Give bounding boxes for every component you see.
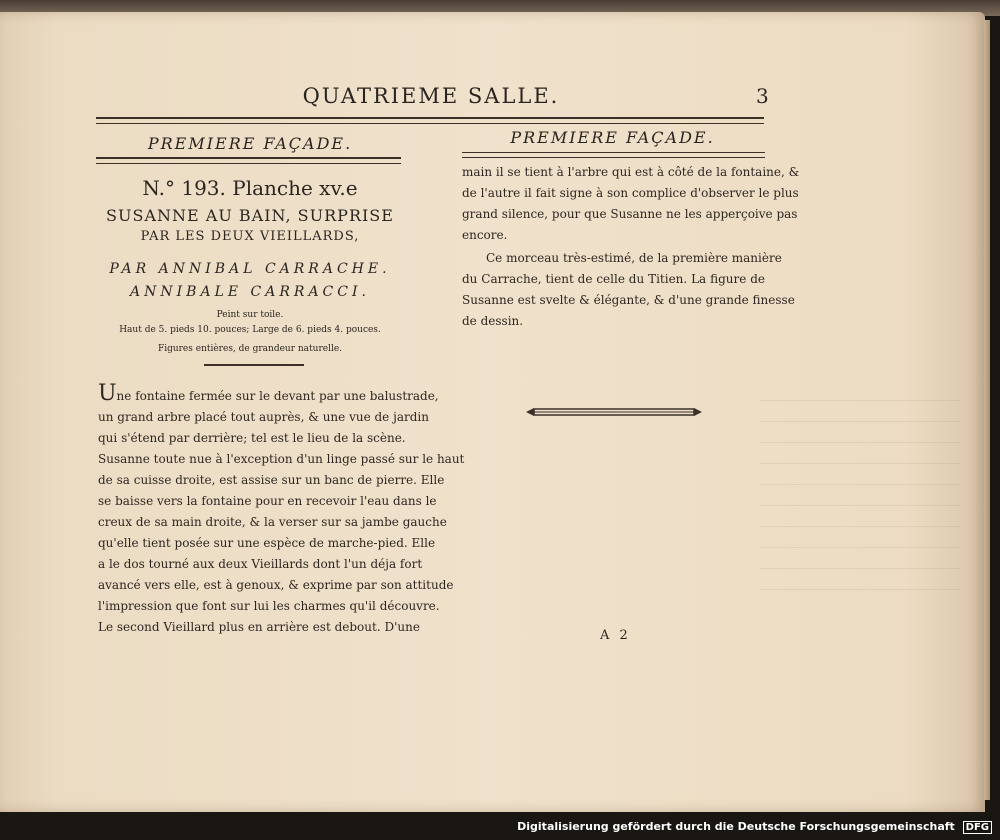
paragraph-line: un grand arbre placé tout auprès, & une vue de jardin (98, 410, 429, 424)
paragraph-line: avancé vers elle, est à genoux, & exprime par son attitude (98, 578, 454, 592)
paragraph-line: de sa cuisse droite, est assise sur un banc de pierre. Elle (98, 473, 445, 487)
right-paragraph-2 (462, 248, 795, 332)
paragraph-line: Susanne est svelte & élégante, & d'une grande finesse (462, 293, 795, 307)
paragraph-line: grand silence, pour que Susanne ne les apperçoive pas (462, 207, 798, 221)
left-column-heading: PREMIERE FAÇADE. (147, 134, 353, 153)
right-column-heading: PREMIERE FAÇADE. (510, 128, 715, 147)
dfg-logo: DFG (963, 821, 992, 834)
paragraph-line: l'impression que font sur lui les charmes qu'il découvre. (98, 599, 440, 613)
paragraph-line: Ce morceau très-estimé, de la première manière (486, 251, 782, 265)
page-edge (984, 20, 990, 800)
show-through-text (760, 400, 960, 600)
page-number: 3 (756, 84, 769, 108)
digitization-credit: Digitalisierung gefördert durch die Deutsche Forschungsgemeinschaft DFG (517, 820, 992, 833)
paragraph-line: encore. (462, 228, 508, 242)
paragraph-line: se baisse vers la fontaine pour en recevoir l'eau dans le (98, 494, 437, 508)
left-heading-rule (96, 157, 401, 164)
artist-name-french: PAR ANNIBAL CARRACHE. (109, 261, 391, 277)
running-title: QUATRIEME SALLE. (302, 84, 560, 108)
paragraph-line: creux de sa main droite, & la verser sur sa jambe gauche (98, 515, 447, 529)
paragraph-line: de dessin. (462, 314, 524, 328)
signature-mark: A 2 (600, 628, 631, 643)
paragraph-line: a le dos tourné aux deux Vieillards dont l'un déja fort (98, 557, 423, 571)
paragraph-line: Susanne toute nue à l'exception d'un linge passé sur le haut (98, 452, 465, 466)
plate-rule (204, 364, 304, 366)
subject-line-2: PAR LES DEUX VIEILLARDS, (140, 229, 360, 244)
right-heading-rule-bottom (462, 157, 765, 158)
paragraph-line: de l'autre il fait signe à son complice d'observer le plus (462, 186, 799, 200)
plate-title: N.° 193. Planche xv.e (142, 176, 358, 200)
dimensions-note: Haut de 5. pieds 10. pouces; Large de 6. pieds 4. pouces. (119, 325, 381, 335)
paragraph-line: main il se tient à l'arbre qui est à côté de la fontaine, & (462, 165, 800, 179)
paragraph-line: Le second Vieillard plus en arrière est debout. D'une (98, 620, 420, 634)
right-paragraph-1 (462, 162, 800, 246)
paragraph-line: Une fontaine fermée sur le devant par une balustrade, (98, 381, 439, 406)
left-paragraph (98, 381, 465, 638)
drop-cap: U (98, 381, 117, 406)
paragraph-line: du Carrache, tient de celle du Titien. La figure de (462, 272, 765, 286)
medium-note: Peint sur toile. (216, 310, 284, 320)
paragraph-line: qu'elle tient posée sur une espèce de marche-pied. Elle (98, 536, 436, 550)
paragraph-line: qui s'étend par derrière; tel est le lieu de la scène. (98, 431, 406, 445)
right-heading-rule-top (462, 152, 765, 153)
ornamental-divider (524, 406, 704, 418)
figures-note: Figures entières, de grandeur naturelle. (157, 344, 343, 354)
subject-line-1: SUSANNE AU BAIN, SURPRISE (106, 206, 394, 225)
artist-name-italian: ANNIBALE CARRACCI. (130, 284, 370, 300)
header-rule (96, 117, 764, 124)
